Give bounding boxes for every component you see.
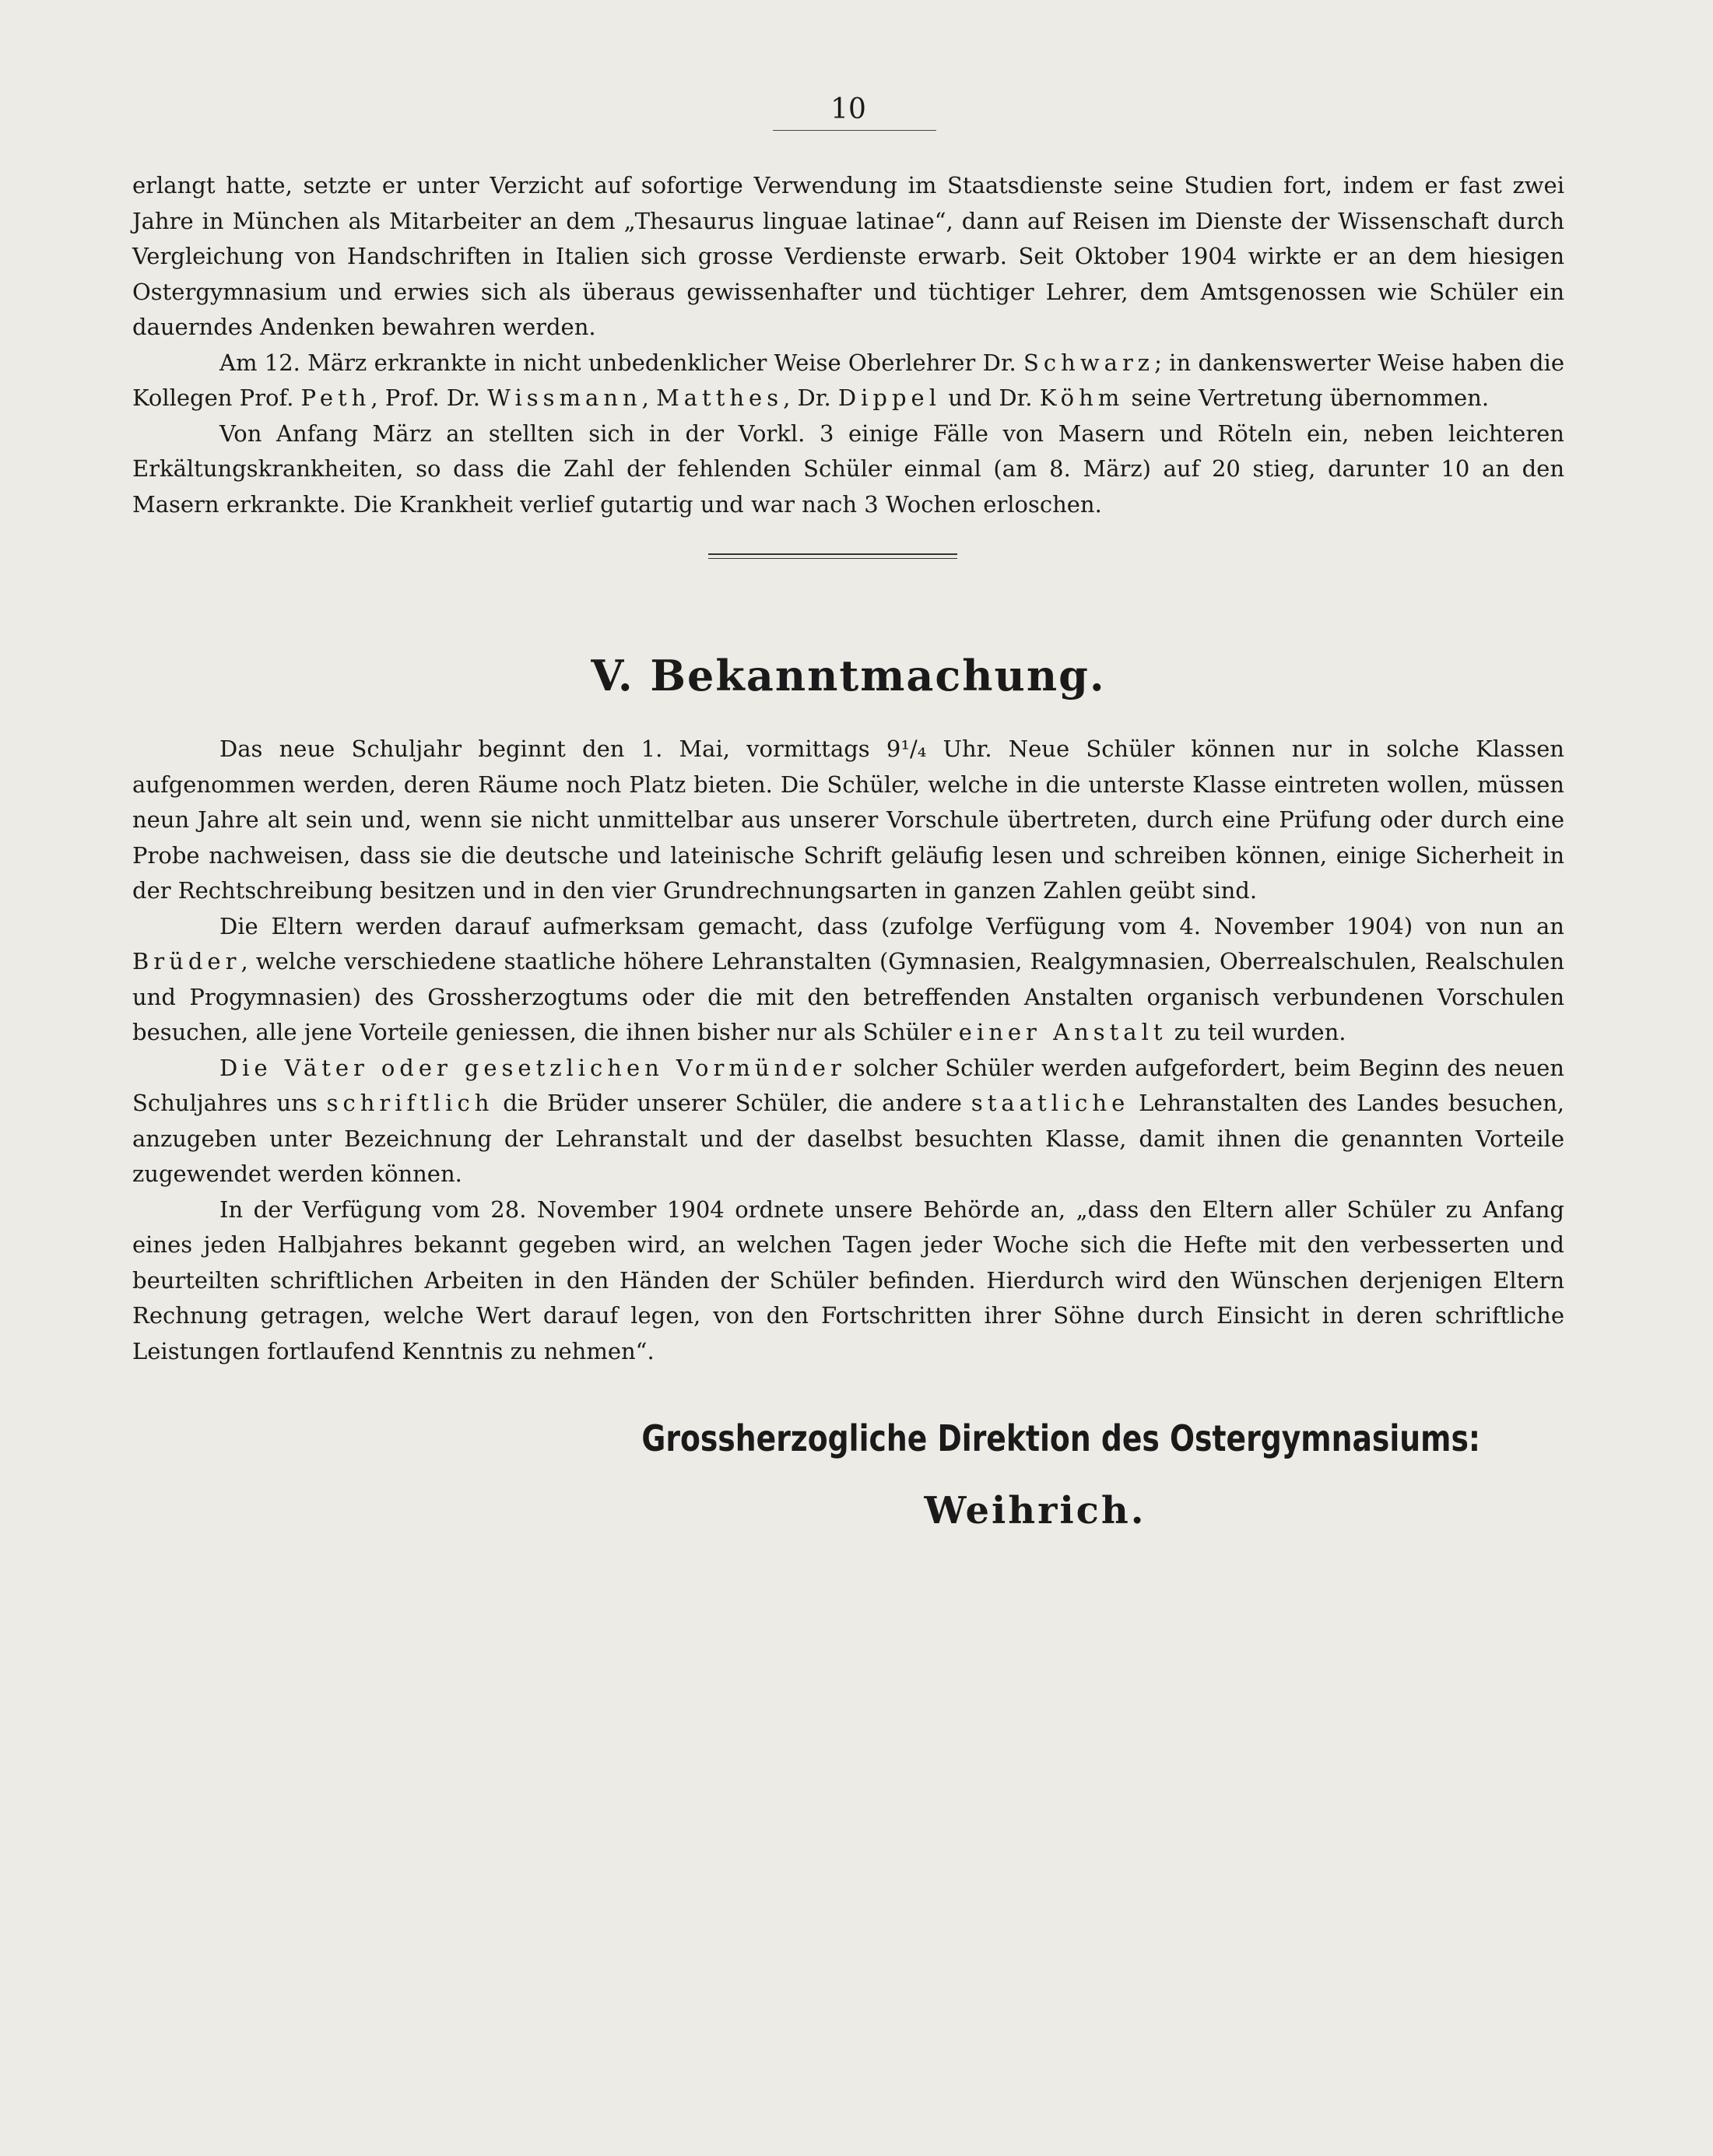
announcement-brothers xyxy=(132,909,1564,1051)
page-number-rule xyxy=(773,130,936,131)
text-run: , xyxy=(641,384,657,411)
name-schwarz: Schwarz xyxy=(1023,349,1155,376)
emphasis-bruder: Brüder xyxy=(132,948,241,974)
divider-rule-thin xyxy=(708,558,957,559)
paragraph-illness-schwarz xyxy=(132,346,1564,416)
text-run: , welche verschiedene staatliche höhere Lehranstalten (Gymnasien, Realgymnasien, Oberrealschulen, Realschulen und Progymnasien) des Grossherzogtums oder die mit den betreffenden Anstalten organisch verbundenen Vorschulen besuchen, alle jene Vorteile geniessen, die ihnen bisher nur als Schüler xyxy=(132,948,1564,1045)
text-run: Am 12. März erkrankte in nicht unbedenklicher Weise Oberlehrer Dr. xyxy=(219,349,1024,376)
signature-block xyxy=(132,1417,1564,1533)
signature-name: Weihrich. xyxy=(924,1489,1146,1533)
paragraph-continuation: erlangt hatte, setzte er unter Verzicht auf sofortige Verwendung im Staatsdienste seine Studien fort, indem er fast zwei Jahre in München als Mitarbeiter an dem „Thesaurus linguae latinae“, dann auf Reisen im Dienste der Wissenschaft durch Vergleichung von Handschriften in Italien sich grosse Verdienste erwarb. Seit Oktober 1904 wirkte er an dem hiesigen Ostergymnasium und erwies sich als überaus gewissenhafter und tüchtiger Lehrer, dem Amtsgenossen wie Schüler ein dauerndes Andenken bewahren werden. xyxy=(132,172,1564,340)
text-run: ; in dankenswerter Weise haben die Kollegen Prof. xyxy=(132,349,1564,411)
emphasis-staatliche: staatliche xyxy=(971,1090,1130,1116)
emphasis-vater: Die Väter oder gesetzlichen Vormünder xyxy=(219,1054,846,1081)
name-peth: Peth xyxy=(300,384,371,411)
divider-rule-thick xyxy=(708,553,957,555)
name-wissmann: Wissmann xyxy=(487,384,642,411)
text-run: , Prof. Dr. xyxy=(370,384,488,411)
name-kohm: Köhm xyxy=(1039,384,1125,411)
text-run: zu teil wurden. xyxy=(1167,1019,1346,1045)
direction-title: Grossherzogliche Direktion des Ostergymnasiums: xyxy=(641,1417,1480,1459)
emphasis-einer-anstalt: einer Anstalt xyxy=(958,1019,1167,1045)
page-number: 10 xyxy=(830,93,866,125)
paragraph-measles: Von Anfang März an stellten sich in der Vorkl. 3 einige Fälle von Masern und Röteln ein, neben leichteren Erkältungskrankheiten, so dass die Zahl der fehlenden Schüler einmal (am 8. März) auf 20 stieg, darunter 10 an den Masern erkrankte. Die Krankheit verlief gutartig und war nach 3 Wochen erloschen. xyxy=(132,420,1564,518)
announcement-notebooks: In der Verfügung vom 28. November 1904 ordnete unsere Behörde an, „dass den Eltern aller Schüler zu Anfang eines jeden Halbjahres bekannt gegeben wird, an welchen Tagen jeder Woche sich die Hefte mit den verbesserten und beurteilten schriftlichen Arbeiten in den Händen der Schüler befinden. Hierdurch wird den Wünschen derjenigen Eltern Rechnung getragen, welche Wert darauf legen, von den Fortschritten ihrer Söhne durch Einsicht in deren schriftliche Leistungen fortlaufend Kenntnis zu nehmen“. xyxy=(132,1196,1564,1364)
name-matthes: Matthes xyxy=(656,384,784,411)
text-run: , Dr. xyxy=(783,384,838,411)
page-content xyxy=(132,93,1564,1533)
text-run: seine Vertretung übernommen. xyxy=(1124,384,1490,411)
text-run: Die Eltern werden darauf aufmerksam gemacht, dass (zufolge Verfügung vom 4. November 1904) von nun an xyxy=(219,912,1564,939)
text-run: die Brüder unserer Schüler, die andere xyxy=(493,1090,971,1116)
section-heading: V. Bekanntmachung. xyxy=(591,651,1106,701)
text-run: Lehranstalten des Landes besuchen, anzugeben unter Bezeichnung der Lehranstalt und der daselbst besuchten Klasse, damit ihnen die genannten Vorteile zugewendet werden können. xyxy=(132,1090,1564,1187)
emphasis-schriftlich: schriftlich xyxy=(326,1090,494,1116)
text-run: solcher Schüler werden aufgefordert, beim Beginn des neuen Schuljahres uns xyxy=(132,1054,1564,1116)
announcement-parents xyxy=(132,1051,1564,1192)
name-dippel: Dippel xyxy=(837,384,941,411)
text-run: und Dr. xyxy=(940,384,1040,411)
announcement-school-year: Das neue Schuljahr beginnt den 1. Mai, vormittags 9¹/₄ Uhr. Neue Schüler können nur in solche Klassen aufgenommen werden, deren Räume noch Platz bieten. Die Schüler, welche in die unterste Klasse eintreten wollen, müssen neun Jahre alt sein und, wenn sie nicht unmittelbar aus unserer Vorschule übertreten, durch eine Prüfung oder durch eine Probe nachweisen, dass sie die deutsche und lateinische Schrift geläufig lesen und schreiben können, einige Sicherheit in der Rechtschreibung besitzen und in den vier Grundrechnungsarten in ganzen Zahlen geübt sind. xyxy=(132,736,1564,904)
section-divider xyxy=(708,553,957,559)
